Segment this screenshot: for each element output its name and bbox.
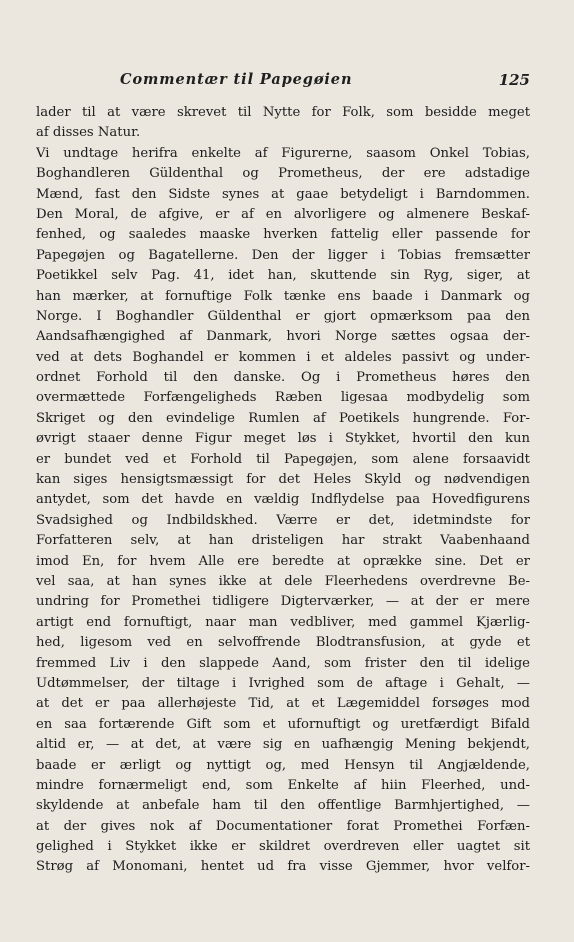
page-header xyxy=(36,71,530,93)
text-line: antydet, som det havde en vældig Indflydelse paa Hovedfigurens xyxy=(36,492,530,508)
text-line: imod En, for hvem Alle ere beredte at oprække sine. Det er xyxy=(36,553,530,569)
text-line: øvrigt staaer denne Figur meget løs i Stykket, hvortil den kun xyxy=(36,431,530,447)
text-line: Poetikkel selv Pag. 41, idet han, skuttende sin Ryg, siger, at xyxy=(36,268,530,284)
text-line: en saa fortærende Gift som et ufornuftigt og uretfærdigt Bifald xyxy=(36,716,530,732)
text-line: mindre fornærmeligt end, som Enkelte af hiin Fleerhed, und- xyxy=(36,777,530,793)
text-line: Skriget og den evindelige Rumlen af Poetikels hungrende. For- xyxy=(36,410,530,426)
text-line: Forfatteren selv, at han dristeligen har strakt Vaabenhaand xyxy=(36,533,530,549)
text-line: Strøg af Monomani, hentet ud fra visse Gjemmer, hvor velfor- xyxy=(36,859,530,875)
text-line: Papegøjen og Bagatellerne. Den der ligger i Tobias fremsætter xyxy=(36,247,530,263)
text-line: fremmed Liv i den slappede Aand, som frister den til idelige xyxy=(36,655,530,671)
text-line: ved at dets Boghandel er kommen i et aldeles passivt og under- xyxy=(36,349,530,365)
text-line: undring for Promethei tidligere Digterværker, — at der er mere xyxy=(36,594,530,610)
text-line: Vi undtage herifra enkelte af Figurerne, saasom Onkel Tobias, xyxy=(36,145,530,161)
text-line: fenhed, og saaledes maaske hverken fattelig eller passende for xyxy=(36,227,530,243)
text-line: at der gives nok af Documentationer forat Promethei Forfæn- xyxy=(36,818,530,834)
text-line: altid er, — at det, at være sig en uafhængig Mening bekjendt, xyxy=(36,737,530,753)
text-line: Aandsafhængighed af Danmark, hvori Norge sættes ogsaa der- xyxy=(36,329,530,345)
text-line: at det er paa allerhøjeste Tid, at et Lægemiddel forsøges mod xyxy=(36,696,530,712)
page-number: 125 xyxy=(498,71,530,89)
text-line: Mænd, fast den Sidste synes at gaae betydeligt i Barndommen. xyxy=(36,186,530,202)
text-line: af disses Natur. xyxy=(36,125,141,141)
text-line: baade er ærligt og nyttigt og, med Hensyn til Angjældende, xyxy=(36,757,530,773)
text-line: Norge. I Boghandler Güldenthal er gjort opmærksom paa den xyxy=(36,308,530,324)
text-line: kan siges hensigtsmæssigt for det Heles Skyld og nødvendigen xyxy=(36,472,530,488)
text-line: gelighed i Stykket ikke er skildret overdreven eller uagtet sit xyxy=(36,839,530,855)
text-line: Den Moral, de afgive, er af en alvorligere og almenere Beskaf- xyxy=(36,206,530,222)
text-line: ordnet Forhold til den danske. Og i Prometheus høres den xyxy=(36,370,530,386)
text-line: hed, ligesom ved en selvoffrende Blodtransfusion, at gyde et xyxy=(36,635,530,651)
text-line: skyldende at anbefale ham til den offentlige Barmhjertighed, — xyxy=(36,798,530,814)
text-line: overmættede Forfængeligheds Ræben ligesaa modbydelig som xyxy=(36,390,530,406)
text-line: han mærker, at fornuftige Folk tænke ens baade i Danmark og xyxy=(36,288,530,304)
text-line: artigt end fornuftigt, naar man vedbliver, med gammel Kjærlig- xyxy=(36,614,530,630)
text-line: Svadsighed og Indbildskhed. Værre er det, idetmindste for xyxy=(36,512,530,528)
text-line: Boghandleren Güldenthal og Prometheus, der ere adstadige xyxy=(36,166,530,182)
running-title: Commentær til Papegøien xyxy=(120,71,353,88)
text-line: vel saa, at han synes ikke at dele Fleerhedens overdrevne Be- xyxy=(36,573,530,589)
text-line: lader til at være skrevet til Nytte for Folk, som besidde meget xyxy=(36,105,530,120)
text-line: Udtømmelser, der tiltage i Ivrighed som de aftage i Gehalt, — xyxy=(36,675,530,691)
body-text xyxy=(36,103,530,878)
text-line: er bundet ved et Forhold til Papegøjen, som alene forsaavidt xyxy=(36,451,530,467)
